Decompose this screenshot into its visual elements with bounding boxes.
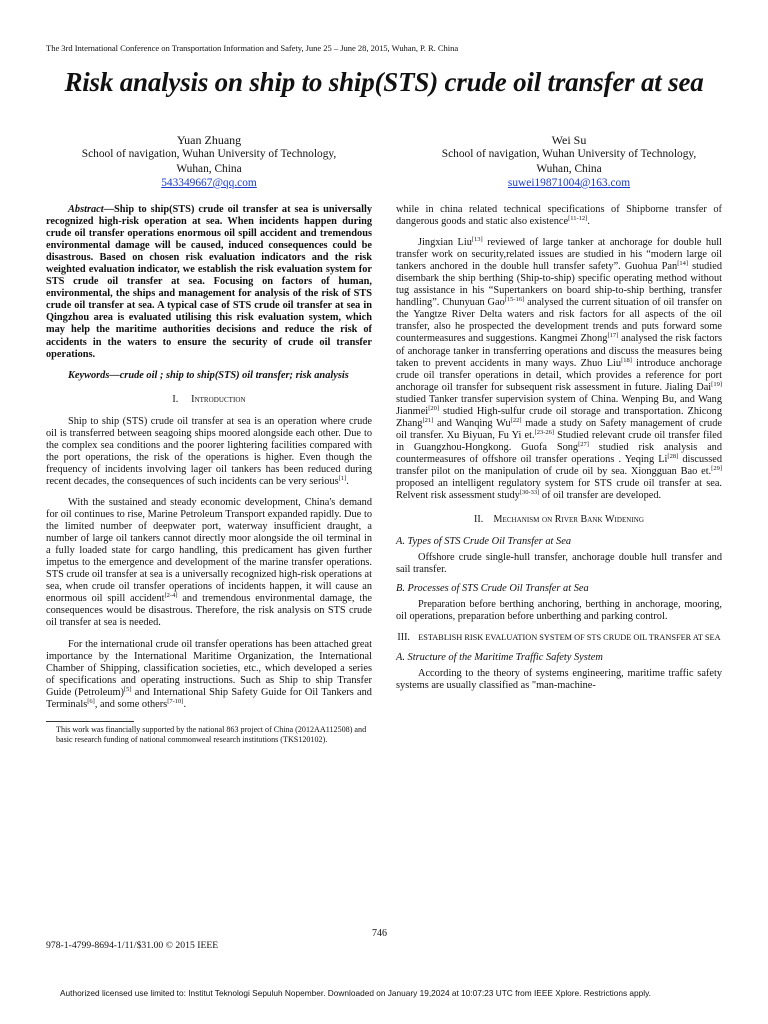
citation: [5]	[123, 685, 132, 693]
abstract	[46, 204, 372, 361]
author-email-link[interactable]: 543349667@qq.com	[161, 176, 257, 189]
keywords: Keywords—crude oil ; ship to ship(STS) oil transfer; risk analysis	[68, 369, 349, 381]
author-block-2	[404, 133, 734, 190]
right-column	[396, 204, 722, 692]
subsection-heading: A. Structure of the Maritime Traffic Safety System	[396, 651, 603, 663]
author-city: Wuhan, China	[536, 162, 602, 175]
author-name: Wei Su	[551, 133, 587, 147]
citation: [7-10]	[167, 697, 184, 705]
abstract-label: Abstract	[68, 204, 104, 215]
author-city: Wuhan, China	[176, 162, 242, 175]
citation: [11-12]	[568, 215, 588, 223]
subsection-heading: B. Processes of STS Crude Oil Transfer at Sea	[396, 583, 589, 595]
citation: [1]	[338, 474, 347, 482]
section-heading-introduction: I. Introduction	[172, 393, 246, 405]
copyright-line: 978-1-4799-8694-1/11/$31.00 © 2015 IEEE	[46, 940, 219, 951]
author-name: Yuan Zhuang	[176, 133, 242, 147]
left-column	[46, 204, 372, 745]
section-heading-risk-evaluation: III. ESTABLISH RISK EVALUATION SYSTEM OF STS CRUDE OIL TRANSFER AT SEA	[397, 632, 721, 644]
paragraph: With the sustained and steady economic development, China's demand for oil continues to rise, Marine Petroleum Transport expanded rapidly. Due to the limited number of deepwater port, waterway insufficient draught, a number of large oil tankers cannot directly moor alongside the oil terminal in a fully loaded state for cargo handling, this predicament has given further impetus to the emergence and development of the marine transfer operations. STS crude oil transfer at sea is a universally recognized high-risk operations at sea, when crude oil transfer operations of incidents happen, it will cause an enormous oil spill accident[2-4] and tremendous environmental damage, the consequences would be disastrous. Therefore, the risk analysis on STS crude oil transfer at sea is needed.	[46, 496, 372, 629]
paragraph: According to the theory of systems engineering, maritime traffic safety systems are usually classified as "man-machine-	[396, 668, 722, 692]
page-number: 746	[372, 928, 387, 939]
abstract-text: —Ship to ship(STS) crude oil transfer at sea is universally recognized high-risk operation at sea. When incidents happen during crude oil transfer operations enormous oil spill accident and tremendous environmental damage will be caused, induced consequences could be disastrous. Based on chosen risk evaluation indicators and the risk weighted evaluation indicator, we establish the risk evaluation system for STS crude oil transfer at sea. Focusing on factors of human, environmental, the ships and management for analysis of the risk of STS crude oil transfer at sea. A typical case of STS crude oil transfer at sea in Qingzhou area is evaluated utilising this risk evaluation system, which may help the maritime authorities decisions and reduce the risk of accidents in the waters to ensure the security of crude oil transfer operations.	[46, 204, 372, 360]
paragraph: while in china related technical specifications of Shipborne transfer of dangerous goods and static also existence[11-12].	[396, 204, 722, 228]
conference-header: The 3rd International Conference on Transportation Information and Safety, June 25 – June 28, 2015, Wuhan, P. R. China	[46, 43, 459, 53]
author-affiliation: School of navigation, Wuhan University of Technology,	[441, 148, 697, 161]
section-heading-mechanism: II. Mechanism on River Bank Widening	[474, 514, 644, 526]
paragraph: For the international crude oil transfer operations has been attached great importance by the International Maritime Organization, the International Chamber of Shipping, classification societies, etc., which developed a series of specifications and operating instructions. Such as Ship to ship Transfer Guide (Petroleum)[5] and International Ship Safety Guide for Oil Tankers and Terminals[6], and some others[7-10].	[46, 638, 372, 710]
literature-review-paragraph: Jingxian Liu[13] reviewed of large tanker at anchorage for double hull transfer work on security,related issues are studied in his “modern large oil tankers anchored in the double hull transfer safety”. Guohua Pan[14] studied disembark the ship berthing (Ship-to-ship) specific operating method without tug assistance in his “Supertankers on board ship-to-ship berthing, transfer handling”. Chunyuan Gao[15-16] analysed the current situation of oil transfer on the Yangtze River Delta waters and risk factors for all aspects of the oil transfer, also he prospected the development trends and puts forward some countermeasures and suggestions. Kangmei Zhong[17] analysed the risk factors of anchorage tanker in transferring operations and discuss the measures being taken to prevent accidents in many ways. Zhuo Liu[18] introduce anchorage crude oil transfer operations in detail, which provides a reference for port anchorage oil transfer for subsequent risk assessment in future. Jialing Dai[19] studied Tanker transfer supervision system of China. Wenping Bu, and Wang Jianmei[20] studied High-sulfur crude oil storage and transportation. Zhicong Zhang[21] and Wanqing Wu[22] made a study on Safety management of crude oil transfer. Xu Biyuan, Fu Yi et.[23-26] Studied relevant crude oil transfer filed in Guangzhou-Hongkong. Guofa Song[27] studied risk analysis and countermeasures of offshore oil transfer operations . Yeqing Li[28] discussed transfer pilot on the manipulation of crude oil by sea. Xiongguan Bao et.[29] proposed an intelligent regulatory system for STS crude oil transfer at sea. Relvent risk assessment study[30-33] of oil transfer are developed.	[396, 236, 723, 502]
paper-title: Risk analysis on ship to ship(STS) crude oil transfer at sea	[64, 67, 704, 97]
footnote-rule	[46, 721, 134, 722]
paragraph: Ship to ship (STS) crude oil transfer at sea is an operation where crude oil is transferred between seagoing ships moored alongside each other. Due to the complex sea conditions and the poorer lightering facilities compared with the port operations, the risk of the operations is higher. Even though the frequency of incidents involving lager oil tankers has been reduced during recent decades, the consequences of such incidents can be very serious[1].	[46, 415, 372, 487]
author-block-1	[44, 133, 374, 190]
citation: [2-4]	[164, 592, 178, 600]
author-email-link[interactable]: suwei19871004@163.com	[507, 176, 631, 189]
authorized-use-notice: Authorized licensed use limited to: Institut Teknologi Sepuluh Nopember. Downloaded on January 19,2024 at 10:07:23 UTC from IEEE Xplore. Restrictions apply.	[60, 988, 651, 998]
author-affiliation: School of navigation, Wuhan University of Technology,	[81, 148, 337, 161]
paragraph: Offshore crude single-hull transfer, anchorage double hull transfer and sail transfer.	[396, 552, 722, 576]
paragraph: Preparation before berthing anchoring, berthing in anchorage, mooring, oil operations, preparation before unberthing and parking control.	[396, 599, 722, 623]
footnote: This work was financially supported by the national 863 project of China (2012AA112508) and basic research funding of national commonweal research institutions (TKS120102).	[56, 724, 367, 744]
citation: [6]	[87, 697, 95, 705]
subsection-heading: A. Types of STS Crude Oil Transfer at Sea	[396, 536, 572, 548]
